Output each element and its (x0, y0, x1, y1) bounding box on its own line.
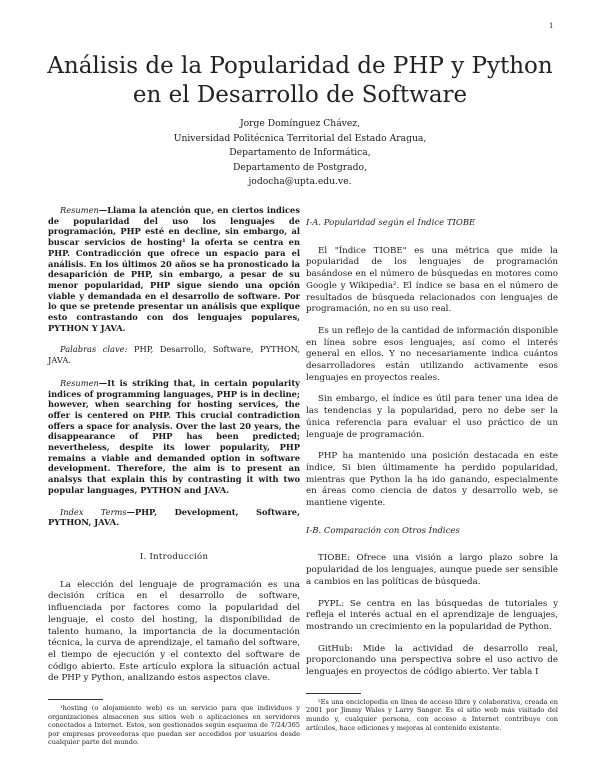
footnote-divider (48, 699, 103, 700)
author-affiliation: Universidad Politécnica Territorial del Estado Aragua, (173, 132, 427, 144)
keywords-label: Palabras clave: (60, 344, 128, 355)
abstract-en: Resumen—It is striking that, in certain popularity indices of programming languages, PHP is in decline; however, when searching for hosting services, the offer is centered on PHP. This crucial contradiction offers a space for analysis. Over the last 20 years, the disappearance of PHP has been predicted; nevertheless, despite its lower popularity, PHP remains a viable and demanded option in software development. Therefore, the aim is to present an analsys that explain this by contrasting it with two popular languages, PYTHON and JAVA. (48, 377, 300, 495)
paragraph: PYPL: Se centra en las búsquedas de tutoriales y refleja el interés actual en el aprendizaje de lenguajes, mostrando un crecimiento en la popularidad de Python. (306, 598, 558, 632)
subsection-heading-tiobe: I-A. Popularidad según el Índice TIOBE (306, 218, 476, 228)
author-name: Jorge Domínguez Chávez, (239, 118, 361, 129)
paragraph: El "Índice TIOBE" es una métrica que mide la popularidad de los lenguajes de programación basándose en el número de búsquedas en motores como Google y Wikipedia². El índice se basa en el número de resultados de búsqueda relacionados con lenguajes de programación, no en su uso real. (306, 245, 558, 315)
paragraph: PHP ha mantenido una posición destacada en este índice, Si bien últimamente ha perdido popularidad, mientras que Python la ha ido ganando, especialmente en áreas como ciencia de datos y desarrollo web, se mantiene vigente. (306, 451, 558, 509)
index-terms: Index Terms—PHP, Development, Software, PYTHON, JAVA. (48, 506, 300, 528)
subsection-heading-comparison: I-B. Comparación con Otros Índices (306, 525, 460, 536)
footnote-1: ¹hosting (o alojamiento web) es un servicio para que individuos y organizaciones almacenen sus sitios web o aplicaciones en servidores conectados a Internet. Estos, son gestionados según esquema de 7/24/365 por empresas proveedoras que puedan ser accedidos por usuarios desde cualquier parte del mundo. (48, 704, 300, 747)
paragraph: Sin embargo, el índice es útil para tener una idea de las tendencias y la popularidad, pero no debe ser la única referencia para evaluar el uso práctico de un lenguaje de programación. (306, 394, 558, 440)
paragraph: Es un reflejo de la cantidad de información disponible en línea sobre esos lenguajes, así como el interés general en ellos. Y no necesariamente indica cuántos desarrolladores están utilizando activamente esos lenguajes en proyectos reales. (306, 325, 558, 383)
author-block (100, 117, 500, 190)
intro-paragraph: La elección del lenguaje de programación es una decisión crítica en el desarrollo de software, influenciada por factores como la popularidad del lenguaje, el costo del hosting, la disponibilidad de talento humano, la importancia de la documentación técnica, la curva de aprendizaje, el tamaño del software, el tiempo de ejecución y el contexto del software de código abierto. Este artículo explora la situación actual de PHP y Python, analizando estos aspectos clave. (48, 579, 300, 684)
page-number: 1 (549, 22, 554, 30)
paper-title: Análisis de la Popularidad de PHP y Python en el Desarrollo de Software (47, 53, 553, 108)
index-terms-label: Index Terms (60, 506, 127, 517)
paragraph: TIOBE: Ofrece una visión a largo plazo sobre la popularidad de los lenguajes, aunque puede ser sensible a cambios en las políticas de búsqueda. (306, 553, 558, 587)
paragraph: GitHub: Mide la actividad de desarrollo real, proporcionando una perspectiva sobre el uso activo de lenguajes en proyectos de código abierto. Ver tabla I (306, 643, 558, 678)
author-department: Departamento de Postgrado, (232, 161, 367, 173)
section-heading-intro: I. Introducción (139, 551, 209, 562)
abstract-es: Resumen—Llama la atención que, en ciertos indices de popularidad del uso los lenguajes de programación, PHP esté en decline, sin embargo, al buscar servicios de hosting¹ la oferta se centra en PHP. Contradicción que ofrece un espacio para el análisis. En los últimos 20 años se ha pronosticado la desaparición de PHP, sin embargo, a pesar de su menor popularidad, PHP sigue siendo una opción viable y demandada en el desarrollo de software. Por lo que se pretende presentar un análisis que explique esto contrastando con dos lenguajes populares, PYTHON Y JAVA. (48, 205, 300, 333)
abstract-label: Resumen (60, 377, 99, 388)
footnote-divider (306, 693, 361, 694)
right-column (306, 218, 558, 732)
left-column (48, 205, 300, 747)
author-email: jodocha@upta.edu.ve. (248, 176, 352, 187)
abstract-label: Resumen (60, 205, 99, 215)
author-department: Departamento de Informática, (229, 147, 371, 158)
keywords-es: Palabras clave: PHP, Desarrollo, Software, PYTHON, JAVA. (48, 344, 300, 366)
footnote-2: ²Es una enciclopedia en línea de acceso libre y colaborativa, creada en 2001 por Jimmy Wales y Larry Sanger. Es el sitio web más visitado del mundo y, cualquier persona, con acceso a Internet contribuye con artículos, hace ediciones y mejoras al contenido existente. (306, 697, 558, 732)
